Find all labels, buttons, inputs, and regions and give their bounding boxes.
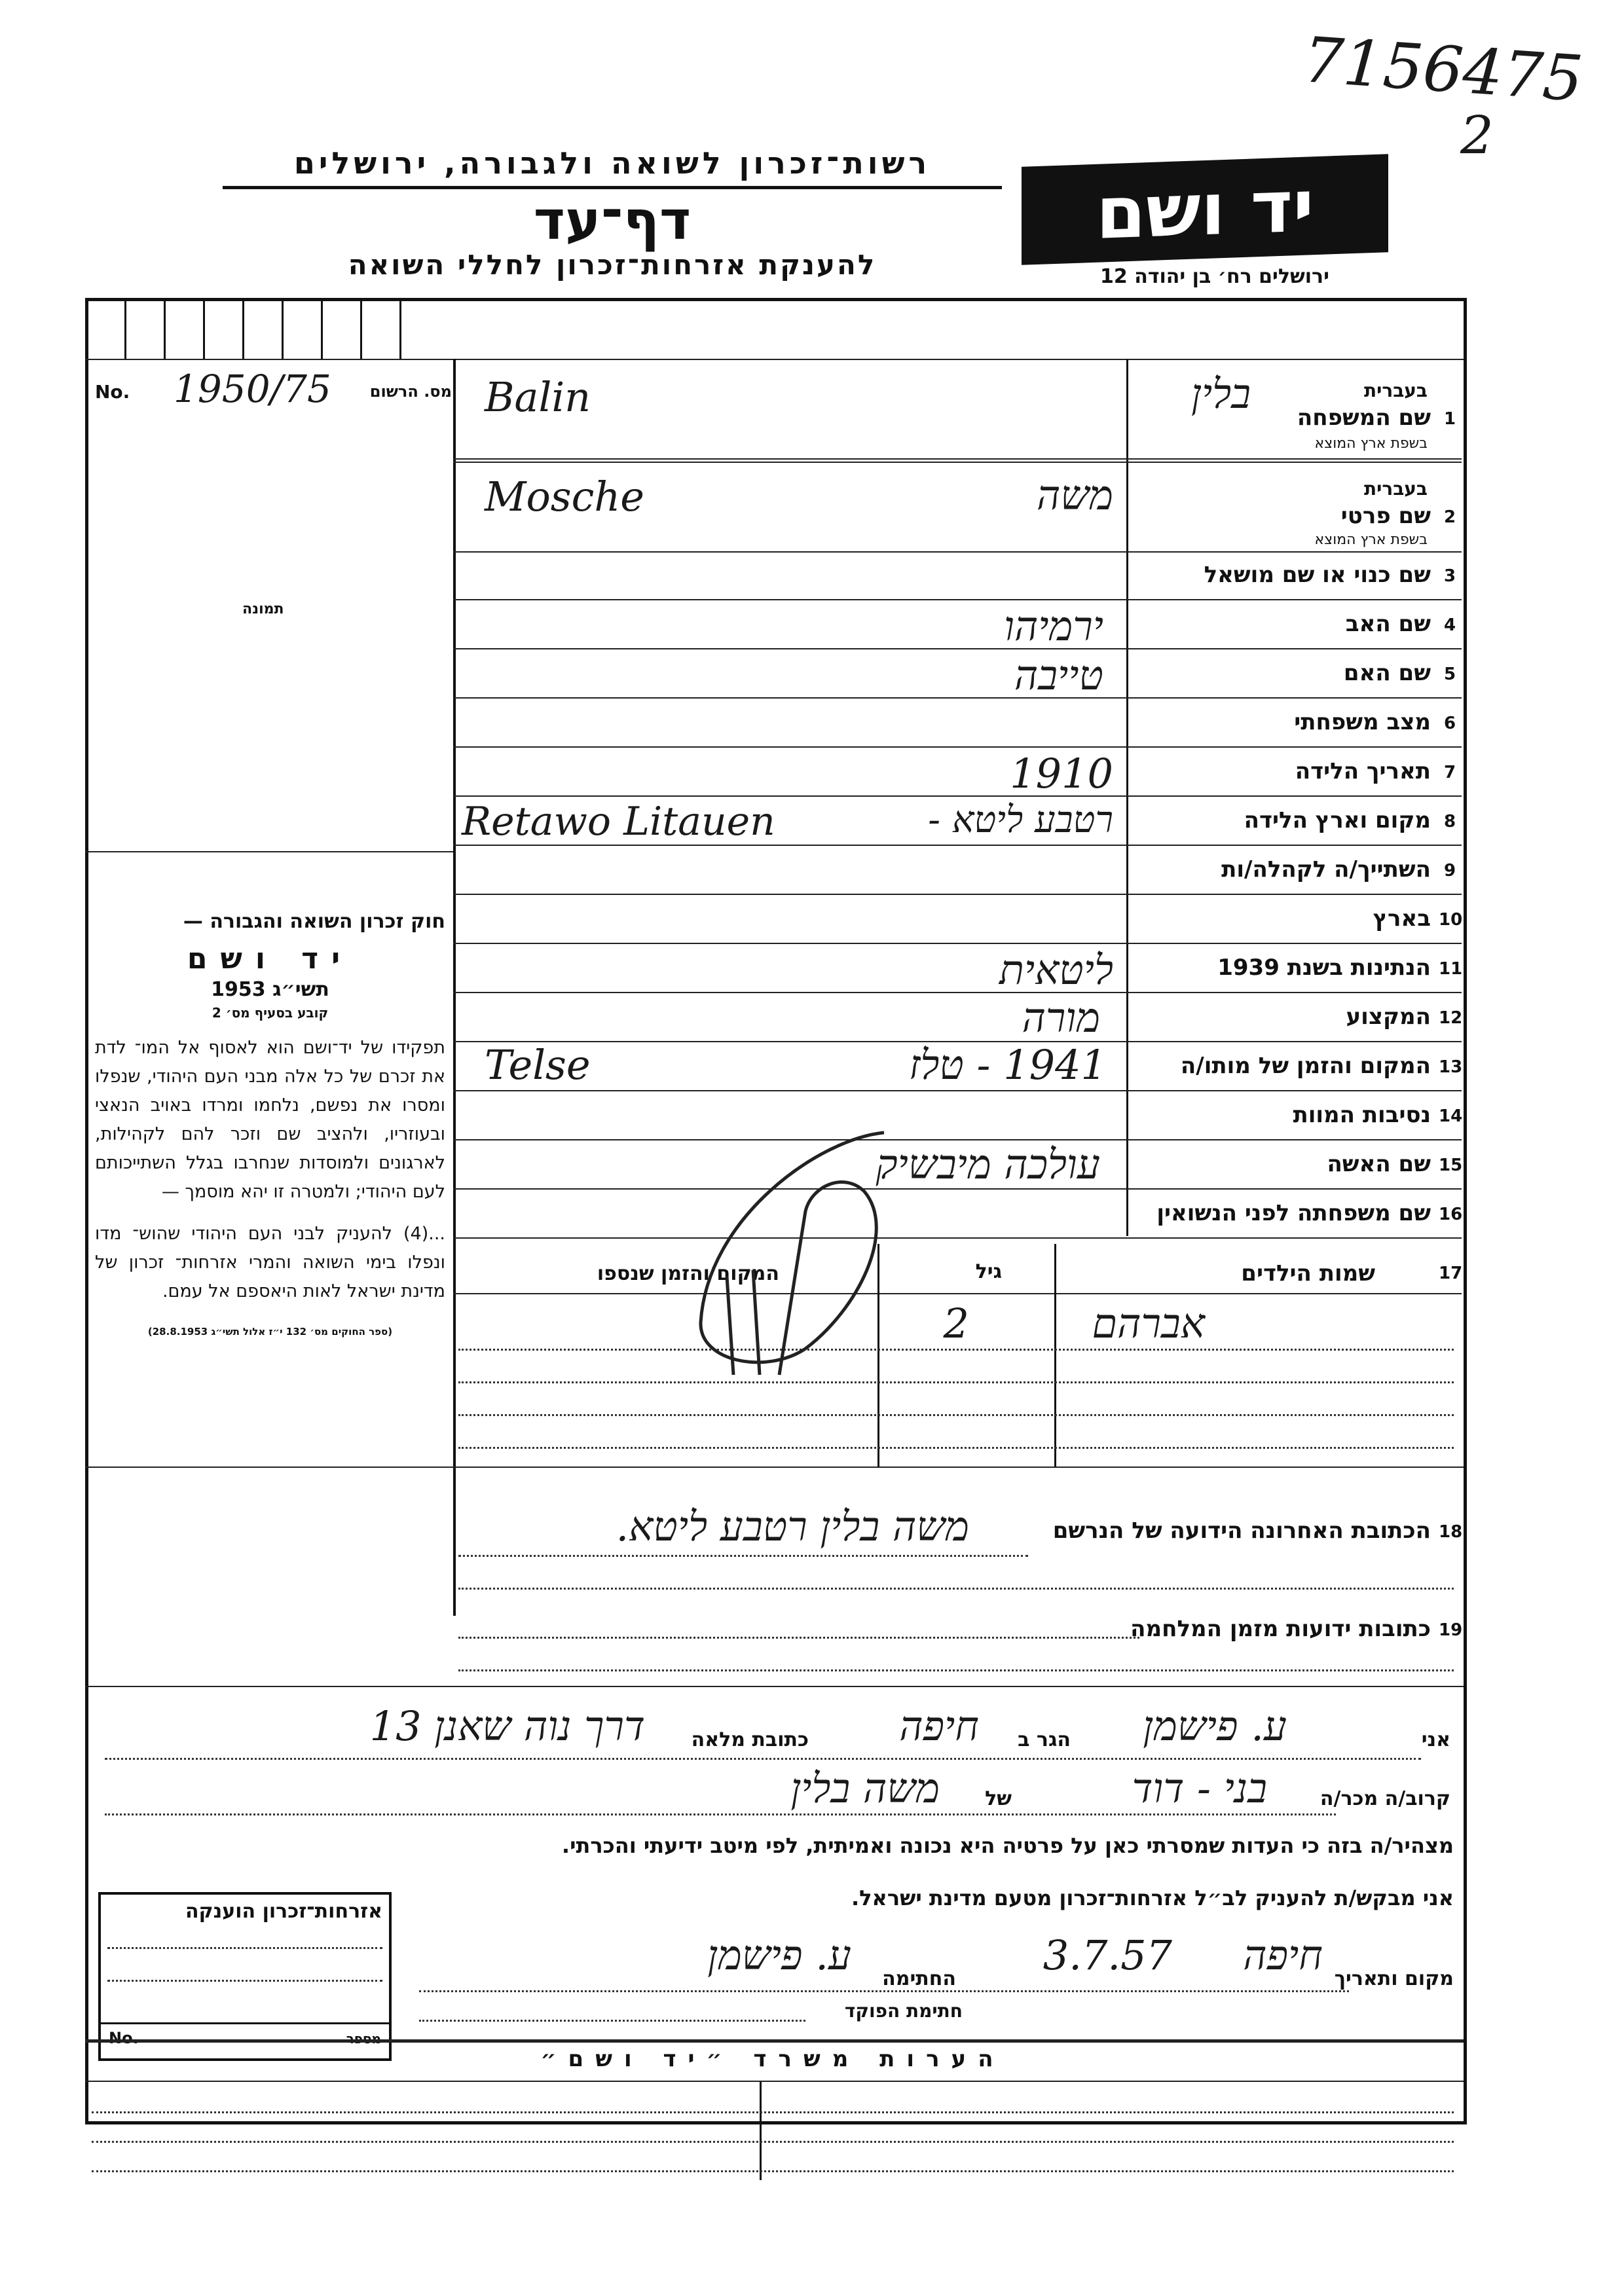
- form-title: דף־עד: [533, 190, 692, 252]
- field-9-number: 9: [1444, 861, 1456, 881]
- office-notes-title: הערות משרד ״יד ושם״: [540, 2046, 1005, 2072]
- field-8-number: 8: [1444, 812, 1456, 831]
- row-line: [453, 894, 1462, 895]
- field-13-value: 1941 - טלז: [909, 1041, 1107, 1089]
- law-text-1: תפקידו של יד־ושם הוא לאסוף אל המו־ לדת את זכרם של כל אלה מבני העם היהודי, שנפלו ומסרו את נפשם, נלחמו ומרדו באויב הנאצי ובעוזריו, ולהציב שם וזכר להם לקהילות, לארגונים ולמוסדות שנחרבו בגלל השתייכותם לעם היהודי; ולמטרה זו יהא מוסמך —: [95, 1038, 445, 1202]
- signature-row: [406, 1931, 1454, 1997]
- field-17-place-label: המקום והזמן שנספו: [597, 1262, 779, 1285]
- left-column-separator: [85, 851, 453, 852]
- field-17-child-age: 2: [943, 1300, 969, 1347]
- notes-line: [92, 2141, 1454, 2143]
- citizenship-box-number-label: מספר: [346, 2031, 381, 2047]
- field-17-child-name: אברהם: [1092, 1300, 1205, 1347]
- field-1-hebrew-value: בלין: [1191, 370, 1251, 418]
- field-11-number: 11: [1439, 959, 1463, 979]
- decl-line: [105, 1758, 1421, 1760]
- field-4-number: 4: [1444, 615, 1456, 635]
- declaration-ani: אני: [1421, 1728, 1450, 1751]
- archive-number: 7156475: [1301, 23, 1585, 116]
- children-row: [458, 1414, 1454, 1416]
- children-bottom-line: [85, 1467, 1464, 1468]
- row-line: [453, 697, 1462, 699]
- law-text-2: ...(4) להעניק לבני העם היהודי שהוש־ מדו ונפלו בימי השואה והמרי אזרחות־ זכרון של מדינת ישראל לאות היאספם אל עמם.: [95, 1224, 445, 1302]
- field-9-label: השתייך/ה לקהלה/ות: [1221, 856, 1431, 883]
- registration-number: 1950/75: [174, 367, 331, 411]
- declaration-full-address-label: כתובת מלאה: [691, 1728, 809, 1751]
- row-line: [453, 1237, 1462, 1239]
- declaration-of: של: [985, 1787, 1012, 1810]
- place-date-label: מקום ותאריך: [1334, 1967, 1454, 1990]
- photo-label: תמונה: [242, 601, 284, 617]
- citizenship-box: [98, 1892, 392, 2061]
- yad-vashem-logo: [1022, 154, 1388, 265]
- field-16-label: שם משפחתה לפני הנשואין: [1156, 1200, 1431, 1226]
- field-15-number: 15: [1439, 1156, 1463, 1175]
- declaration-line-2: [92, 1764, 1457, 1820]
- registration-row: [95, 367, 452, 419]
- field-5-number: 5: [1444, 665, 1456, 684]
- field-7-value: 1910: [1010, 750, 1113, 797]
- law-citation: (ספר החוקים מס׳ 132 י״ז אלול תשי״ג 28.8.1953): [147, 1326, 393, 1338]
- field-15-label: שם האשה: [1327, 1151, 1431, 1177]
- citizenship-box-title: אזרחות־זכרון הוענקה: [185, 1900, 382, 1923]
- declaration-request: אני מבקש/ת להעניק לב״ל אזרחות־זכרון מטעם מדינת ישראל.: [851, 1886, 1454, 1910]
- field-7-number: 7: [1444, 763, 1456, 782]
- field-10-label: בארץ: [1373, 905, 1431, 932]
- field-1-latin-value: Balin: [485, 373, 591, 421]
- field-12-label: המקצוע: [1346, 1004, 1431, 1030]
- date-value: 3.7.57: [1043, 1931, 1172, 1979]
- row-line: [453, 648, 1462, 649]
- declaration-top-line: [85, 1686, 1464, 1687]
- field-8-hebrew-value: רטבע ליטא -: [928, 799, 1113, 841]
- notes-top-line: [85, 2039, 1464, 2043]
- notes-divider: [760, 2082, 762, 2180]
- field-7-label: תאריך הלידה: [1295, 758, 1431, 784]
- address-line: [458, 1669, 1454, 1671]
- handwritten-mark: [648, 1113, 923, 1388]
- row-line: [453, 599, 1462, 600]
- declaration-full-address: דרך נוה שאנן 13: [369, 1702, 645, 1750]
- field-18-number: 18: [1439, 1522, 1463, 1542]
- law-clause: קובע בסעיף מס׳ 2: [212, 1005, 329, 1021]
- field-8-latin-value: Retawo Litauen: [462, 799, 775, 845]
- field-2-hebrew-tag: בעברית: [1363, 478, 1428, 500]
- field-14-label: נסיבות המוות: [1293, 1102, 1431, 1128]
- signature-value: ע. פישמן: [707, 1931, 851, 1979]
- decl-line: [105, 1813, 1336, 1815]
- signature-label: החתימה: [882, 1967, 956, 1990]
- children-header-line: [453, 1293, 1462, 1294]
- field-6-number: 6: [1444, 714, 1456, 733]
- field-17-age-label: גיל: [975, 1260, 1002, 1283]
- row-line: [453, 845, 1462, 846]
- children-row: [458, 1447, 1454, 1449]
- registration-label: מס. הרשום: [369, 382, 452, 401]
- field-2-origin-tag: בשפת ארץ המוצא: [1314, 532, 1428, 548]
- field-18-value: משה בלין רטבע ליטא.: [616, 1503, 969, 1550]
- declaration-relative-label: קרוב/ה מכר/ה: [1320, 1787, 1450, 1810]
- field-11-value: ליטאית: [999, 946, 1113, 994]
- field-1-label: שם המשפחה: [1297, 405, 1431, 431]
- field-17-label: שמות הילדים: [1241, 1260, 1375, 1286]
- field-12-value: מורה: [1022, 994, 1100, 1042]
- code-boxes: [85, 301, 445, 359]
- law-box: [95, 910, 445, 1338]
- field-16-number: 16: [1439, 1205, 1463, 1224]
- field-2-label: שם פרטי: [1340, 503, 1431, 529]
- field-17-number: 17: [1439, 1264, 1463, 1283]
- row-line: [453, 458, 1462, 460]
- citizenship-box-no: No.: [109, 2029, 139, 2047]
- field-14-number: 14: [1439, 1106, 1463, 1126]
- top-separator: [85, 359, 1464, 360]
- notes-title-line: [85, 2081, 1464, 2082]
- field-5-value: טייבה: [1014, 651, 1103, 699]
- declaration-relation: בני - דוד: [1132, 1764, 1267, 1812]
- law-yad-vashem: יד ושם: [187, 942, 354, 975]
- address-line: [458, 1555, 1028, 1557]
- logo-text: יד ושם: [1096, 164, 1314, 255]
- children-col-1: [1054, 1244, 1056, 1467]
- field-1-origin-tag: בשפת ארץ המוצא: [1314, 435, 1428, 452]
- field-13-number: 13: [1439, 1057, 1463, 1077]
- field-15-value: עולכה מיבשיק: [876, 1140, 1100, 1188]
- field-3-number: 3: [1444, 566, 1456, 586]
- row-line: [453, 551, 1462, 553]
- row-line: [453, 943, 1462, 944]
- field-11-label: הנתינות בשנת 1939: [1217, 955, 1431, 981]
- declaration-name: ע. פישמן: [1143, 1702, 1287, 1750]
- header-address: ירושלים רח׳ בן יהודה 12: [1100, 265, 1329, 288]
- field-4-value: ירמיהו: [1004, 602, 1103, 650]
- declaration-line-1: [92, 1702, 1457, 1761]
- field-5-label: שם האם: [1343, 660, 1431, 686]
- field-2-hebrew-value: משה: [1037, 471, 1113, 519]
- row-line: [453, 795, 1462, 797]
- children-row: [458, 1349, 1454, 1351]
- row-line: [453, 992, 1462, 993]
- address-line: [458, 1637, 1139, 1639]
- notes-line: [92, 2170, 1454, 2172]
- row-line: [453, 1090, 1462, 1091]
- declaration-of-name: משה בלין: [790, 1764, 940, 1812]
- officer-signature-label: חתימת הפוקד: [844, 2000, 963, 2022]
- form-subtitle: להענקת אזרחות־זכרון לחללי השואה: [348, 249, 877, 281]
- field-19-label: כתובות ידועות מזמן המלחמה: [1130, 1616, 1431, 1642]
- address-line: [458, 1588, 1454, 1590]
- label-column-divider: [1126, 359, 1128, 1236]
- row-line: [453, 746, 1462, 748]
- archive-number-suffix: 2: [1460, 105, 1494, 166]
- field-2-number: 2: [1444, 507, 1456, 527]
- declaration-city: חיפה: [899, 1702, 979, 1750]
- left-column-divider: [453, 359, 456, 1616]
- children-row: [458, 1381, 1454, 1383]
- field-3-label: שם כנוי או שם מושאל: [1204, 562, 1431, 588]
- field-19-number: 19: [1439, 1620, 1463, 1640]
- officer-line: [419, 2020, 805, 2022]
- notes-line: [92, 2111, 1454, 2113]
- declaration-statement: מצהיר/ה בזה כי העדות שמסרתי כאן על פרטיה היא נכונה ואמיתית, לפי מיטב ידיעתי והכרתי.: [561, 1833, 1454, 1858]
- field-2-latin-value: Mosche: [485, 473, 644, 520]
- sig-line: [419, 1990, 1349, 1992]
- law-title: חוק זכרון השואה והגבורה —: [183, 910, 445, 933]
- field-13-label: המקום והזמן של מותו/ה: [1180, 1053, 1431, 1079]
- field-1-number: 1: [1444, 409, 1456, 429]
- field-4-label: שם האב: [1345, 611, 1431, 637]
- place-value: חיפה: [1243, 1931, 1323, 1979]
- authority-title: רשות־זכרון לשואה ולגבורה, ירושלים: [223, 145, 1002, 189]
- law-year: תשי״ג 1953: [211, 978, 329, 1001]
- field-12-number: 12: [1439, 1008, 1463, 1028]
- field-13-latin-value: Telse: [485, 1041, 591, 1089]
- declaration-resides: הגר ב: [1018, 1728, 1071, 1751]
- field-1-hebrew-tag: בעברית: [1363, 380, 1428, 401]
- registration-no-label: No.: [95, 381, 130, 403]
- row-line: [453, 462, 1462, 463]
- field-8-label: מקום וארץ הלידה: [1244, 807, 1431, 833]
- field-18-label: הכתובת האחרונה הידועה של הנרשם: [1052, 1518, 1431, 1544]
- field-6-label: מצב משפחתי: [1294, 709, 1431, 735]
- field-10-number: 10: [1439, 910, 1463, 930]
